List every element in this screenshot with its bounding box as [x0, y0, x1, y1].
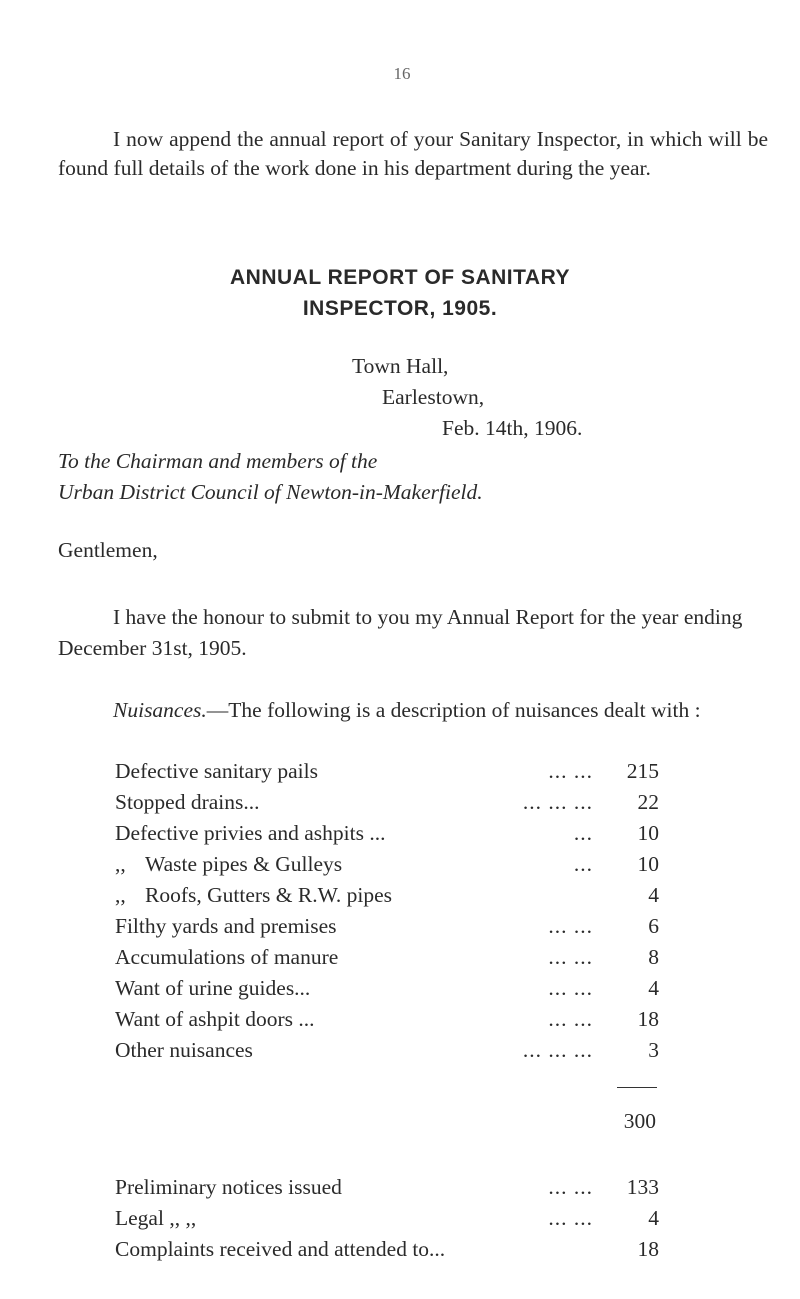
- nuisances-total: 300: [623, 1109, 656, 1133]
- leader-dots: ... ...: [548, 1175, 593, 1199]
- nuisances-lead: Nuisances.: [113, 698, 207, 722]
- page-number: 16: [393, 64, 411, 83]
- nuisance-label-text: Waste pipes & Gulleys: [145, 852, 343, 876]
- nuisance-label: Want of ashpit doors ...: [115, 1007, 315, 1031]
- leader-dots: ... ...: [548, 945, 593, 969]
- salutation-line-1: To the Chairman and members of the: [58, 449, 378, 473]
- report-title-line-2: INSPECTOR, 1905.: [302, 297, 498, 320]
- nuisances-text: —The following is a description of nuisances dealt with :: [206, 698, 701, 722]
- nuisance-label: Other nuisances: [115, 1038, 253, 1062]
- nuisance-value: 18: [637, 1007, 659, 1031]
- nuisance-label: Filthy yards and premises: [115, 914, 337, 938]
- leader-dots: ... ...: [548, 914, 593, 938]
- intro-paragraph: I now append the annual report of your Sanitary Inspector, in which will be found full details of the work done in his department during the year.: [58, 127, 768, 180]
- nuisance-value: 4: [648, 976, 659, 1000]
- nuisance-row: [115, 756, 659, 787]
- nuisance-label: [115, 849, 342, 880]
- nuisance-row: [115, 787, 659, 818]
- nuisance-value: 22: [637, 790, 659, 814]
- ditto-mark: ,,: [115, 883, 126, 907]
- nuisance-value: 8: [648, 945, 659, 969]
- nuisance-value: 6: [648, 914, 659, 938]
- nuisance-row: [115, 1035, 659, 1066]
- address-date: Feb. 14th, 1906.: [442, 416, 583, 440]
- nuisance-label: Defective sanitary pails: [115, 759, 318, 783]
- nuisance-label: Stopped drains...: [115, 790, 260, 814]
- leader-dots: ...: [573, 852, 593, 876]
- report-title: [90, 262, 710, 324]
- notice-row: [115, 1203, 659, 1234]
- nuisance-row: [115, 911, 659, 942]
- nuisance-value: 4: [648, 883, 659, 907]
- nuisance-row: [115, 818, 659, 849]
- leader-dots: ... ...: [548, 759, 593, 783]
- nuisance-label: Want of urine guides...: [115, 976, 311, 1000]
- leader-dots: ... ...: [548, 1206, 593, 1230]
- submission-paragraph: I have the honour to submit to you my Annual Report for the year ending December 31st, 1905.: [58, 605, 743, 660]
- nuisance-label: Defective privies and ashpits ...: [115, 821, 386, 845]
- report-title-line-1: ANNUAL REPORT OF SANITARY: [230, 266, 570, 289]
- notice-value: 133: [626, 1175, 659, 1199]
- notice-row: [115, 1172, 659, 1203]
- address-line-2: Earlestown,: [382, 385, 485, 409]
- nuisances-paragraph: [58, 695, 764, 726]
- ditto-mark: ,,: [115, 852, 126, 876]
- nuisance-row: [115, 1004, 659, 1035]
- nuisance-value: 215: [626, 759, 659, 783]
- nuisance-label-text: Roofs, Gutters & R.W. pipes: [145, 883, 393, 907]
- notice-label: Complaints received and attended to...: [115, 1237, 446, 1261]
- notices-table: [115, 1172, 659, 1265]
- nuisance-label: [115, 880, 392, 911]
- notice-label: Preliminary notices issued: [115, 1175, 342, 1199]
- nuisance-row: [115, 973, 659, 1004]
- nuisance-row: [115, 880, 659, 911]
- greeting: Gentlemen,: [58, 538, 158, 562]
- notice-row: [115, 1234, 659, 1265]
- sum-rule: [617, 1087, 657, 1088]
- nuisance-row: [115, 942, 659, 973]
- leader-dots: ... ... ...: [522, 1038, 593, 1062]
- notice-value: 18: [637, 1237, 659, 1261]
- nuisance-label: Accumulations of manure: [115, 945, 339, 969]
- notice-value: 4: [648, 1206, 659, 1230]
- leader-dots: ...: [573, 821, 593, 845]
- leader-dots: ... ...: [548, 1007, 593, 1031]
- nuisance-value: 10: [637, 821, 659, 845]
- leader-dots: ... ...: [548, 976, 593, 1000]
- nuisance-row: [115, 849, 659, 880]
- address-line-1: Town Hall,: [352, 354, 449, 378]
- nuisance-value: 3: [648, 1038, 659, 1062]
- leader-dots: ... ... ...: [522, 790, 593, 814]
- notice-label: Legal ,, ,,: [115, 1206, 197, 1230]
- salutation-line-2: Urban District Council of Newton-in-Makerfield.: [58, 480, 483, 504]
- nuisances-table: [115, 756, 659, 1066]
- salutation: [58, 446, 758, 508]
- nuisance-value: 10: [637, 852, 659, 876]
